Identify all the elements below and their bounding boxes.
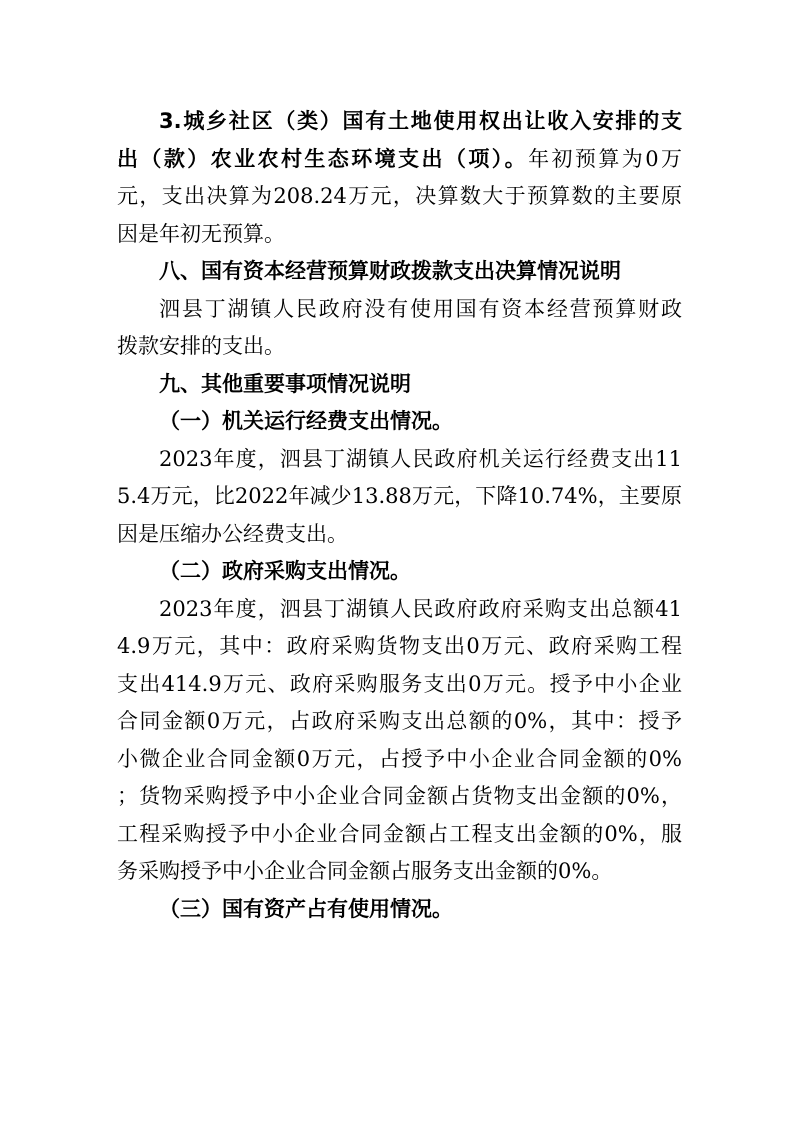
section9-sub2-line6: ；货物采购授予中小企业合同金额占货物支出金额的0%， xyxy=(117,784,682,808)
section9-sub2-line7: 工程采购授予中小企业合同金额占工程支出金额的0%，服 xyxy=(117,821,682,846)
section3-line2 xyxy=(117,141,682,179)
section9-sub2-line3: 支出414.9万元、政府采购服务支出0万元。授予中小企业 xyxy=(117,671,682,696)
section9-sub1-heading: （一）机关运行经费支出情况。 xyxy=(159,409,453,433)
section8-heading: 八、国有资本经营预算财政拨款支出决算情况说明 xyxy=(159,259,621,283)
section3-line2-rest: 年初预算为0万 xyxy=(528,146,682,171)
section3-line1: 3.城乡社区（类）国有土地使用权出让收入安排的支 xyxy=(159,109,682,133)
section9-sub2-line8: 务采购授予中小企业合同金额占服务支出金额的0%。 xyxy=(117,859,613,883)
section9-sub2-line1: 2023年度，泗县丁湖镇人民政府政府采购支出总额41 xyxy=(159,596,682,621)
section9-sub2-line2: 4.9万元，其中：政府采购货物支出0万元、政府采购工程 xyxy=(117,634,682,658)
section9-sub2-line5: 小微企业合同金额0万元，占授予中小企业合同金额的0% xyxy=(117,746,682,771)
section3-line2-bold: 出（款）农业农村生态环境支出（项）。 xyxy=(117,146,529,171)
section3-line4: 因是年初无预算。 xyxy=(117,221,285,246)
section9-sub2-heading: （二）政府采购支出情况。 xyxy=(159,559,411,583)
section9-sub1-line1: 2023年度，泗县丁湖镇人民政府机关运行经费支出11 xyxy=(159,446,682,471)
document-page xyxy=(117,103,682,928)
section8-line1: 泗县丁湖镇人民政府没有使用国有资本经营预算财政 xyxy=(159,296,682,321)
section9-sub1-line2: 5.4万元，比2022年减少13.88万元，下降10.74%，主要原 xyxy=(117,484,682,508)
section9-heading: 九、其他重要事项情况说明 xyxy=(159,371,411,396)
section9-sub2-line4: 合同金额0万元，占政府采购支出总额的0%，其中：授予 xyxy=(117,709,682,733)
section8-line2: 拨款安排的支出。 xyxy=(117,334,285,358)
section3-line3: 元，支出决算为208.24万元，决算数大于预算数的主要原 xyxy=(117,184,682,208)
section9-sub3-heading: （三）国有资产占有使用情况。 xyxy=(159,896,453,921)
section9-sub1-line3: 因是压缩办公经费支出。 xyxy=(117,521,348,546)
